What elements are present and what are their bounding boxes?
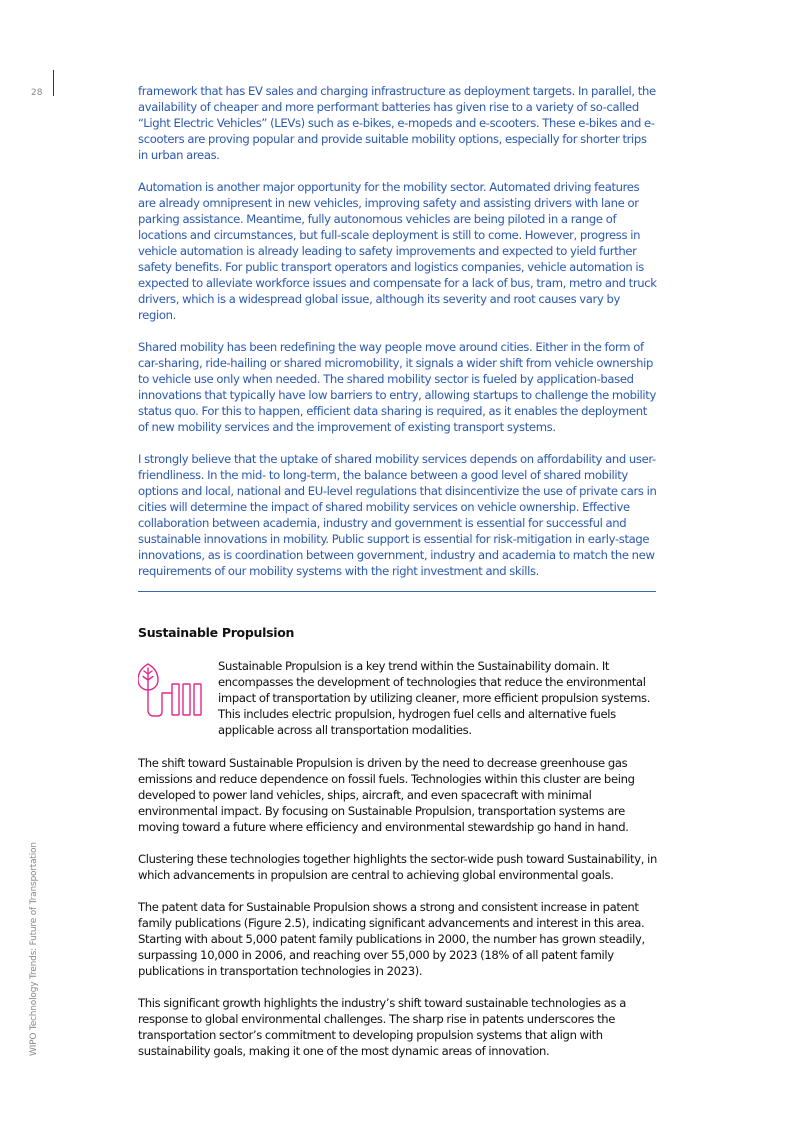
body-paragraph: Clustering these technologies together highlights the sector-wide push toward Sustainability, in which advancements in propulsion are central to achieving global environmental goals. xyxy=(138,852,657,882)
commentary-paragraph: I strongly believe that the uptake of shared mobility services depends on affordability and user-friendliness. In the mid- to long-term, the balance between a good level of shared mobility options and local, national and EU-level regulations that disincentivize the use of private cars in cities will determine the impact of shared mobility services on vehicle ownership. Effective collaboration between academia, industry and government is essential for successful and sustainable innovations in mobility. Public support is essential for risk-mitigation in early-stage innovations, as is coordination between government, industry and academia to match the new requirements of our mobility systems with the right investment and skills. xyxy=(138,452,657,578)
section-intro xyxy=(138,658,658,738)
main-content xyxy=(138,83,658,1075)
body-paragraph: The patent data for Sustainable Propulsion shows a strong and consistent increase in patent family publications (Figure 2.5), indicating significant advancements and interest in this area. Starting with about 5,000 patent family publications in 2000, the number has grown steadily, surpassing 10,000 in 2006, and reaching over 55,000 by 2023 (18% of all patent family publications in transportation technologies in 2023). xyxy=(138,900,645,978)
expert-commentary xyxy=(138,83,658,579)
section-body xyxy=(138,755,658,1059)
commentary-paragraph: framework that has EV sales and charging infrastructure as deployment targets. In parallel, the availability of cheaper and more performant batteries has given rise to a variety of so-called “Light Electric Vehicles” (LEVs) such as e-bikes, e-mopeds and e-scooters. These e-bikes and e-scooters are proving popular and provide suitable mobility options, especially for shorter trips in urban areas. xyxy=(138,84,656,162)
section-intro-text: Sustainable Propulsion is a key trend within the Sustainability domain. It encompasses the development of technologies that reduce the environmental impact of transportation by utilizing cleaner, more efficient propulsion systems. This includes electric propulsion, hydrogen fuel cells and alternative fuels applicable across all transportation modalities. xyxy=(218,659,651,737)
commentary-paragraph: Automation is another major opportunity for the mobility sector. Automated driving features are already omnipresent in new vehicles, improving safety and assisting drivers with lane or parking assistance. Meantime, fully autonomous vehicles are being piloted in a range of locations and circumstances, but full-scale deployment is still to come. However, progress in vehicle automation is already leading to safety improvements and expected to yield further safety benefits. For public transport operators and logistics companies, vehicle automation is expected to alleviate workforce issues and compensate for a lack of bus, tram, metro and truck drivers, which is a widespread global issue, although its severity and root causes vary by region. xyxy=(138,180,657,322)
page-number-divider xyxy=(53,70,54,96)
page-number: 28 xyxy=(31,88,43,98)
section-divider xyxy=(138,591,656,592)
sustainable-propulsion-icon xyxy=(138,658,218,723)
commentary-paragraph: Shared mobility has been redefining the way people move around cities. Either in the form of car-sharing, ride-hailing or shared micromobility, it signals a wider shift from vehicle ownership to vehicle use only when needed. The shared mobility sector is fueled by application-based innovations that typically have low barriers to entry, allowing startups to challenge the mobility status quo. For this to happen, efficient data sharing is required, as it enables the deployment of new mobility services and the improvement of existing transport systems. xyxy=(138,340,656,434)
body-paragraph: This significant growth highlights the industry’s shift toward sustainable technologies as a response to global environmental challenges. The sharp rise in patents underscores the transportation sector’s commitment to developing propulsion systems that align with sustainability goals, making it one of the most dynamic areas of innovation. xyxy=(138,996,626,1058)
side-caption: WIPO Technology Trends: Future of Transportation xyxy=(29,842,39,1056)
section-title: Sustainable Propulsion xyxy=(138,625,295,640)
body-paragraph: The shift toward Sustainable Propulsion is driven by the need to decrease greenhouse gas emissions and reduce dependence on fossil fuels. Technologies within this cluster are being developed to power land vehicles, ships, aircraft, and even spacecraft with minimal environmental impact. By focusing on Sustainable Propulsion, transportation systems are moving toward a future where efficiency and environmental stewardship go hand in hand. xyxy=(138,756,635,834)
